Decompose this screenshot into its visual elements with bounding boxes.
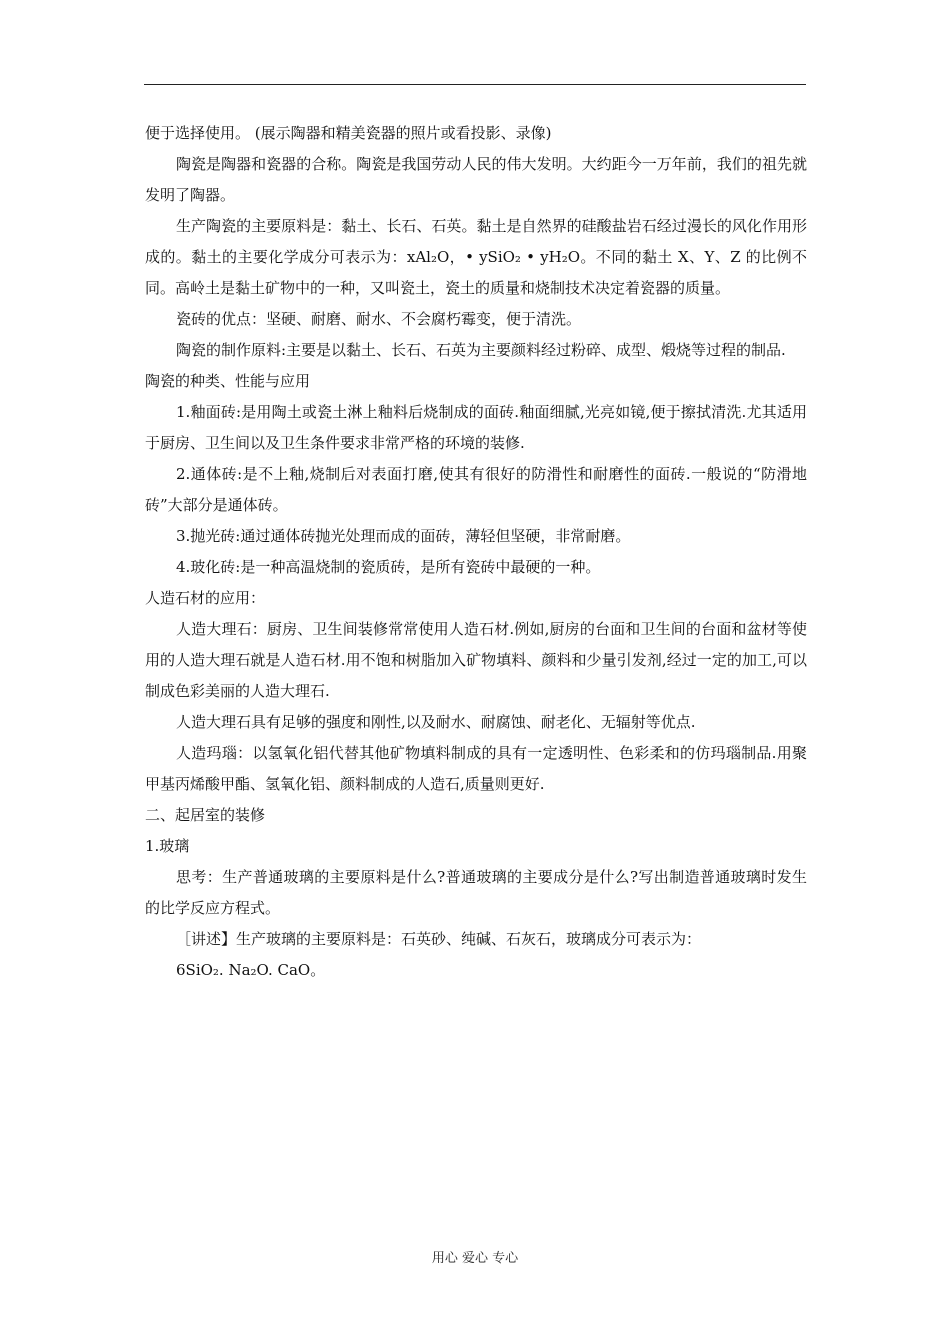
paragraph-production-materials: 陶瓷的制作原料:主要是以黏土、长石、石英为主要颜料经过粉碎、成型、煅烧等过程的制品. <box>176 341 786 359</box>
list-item-polished-tile: 3.抛光砖:通过通体砖抛光处理而成的面砖，薄轻但坚硬，非常耐磨。 <box>176 527 631 545</box>
paragraph-thinking-question: 思考：生产普通玻璃的主要原料是什么?普通玻璃的主要成分是什么?写出制造普通玻璃时发生的比学反应方程式。 <box>145 868 807 917</box>
paragraph-tile-advantages: 瓷砖的优点：坚硬、耐磨、耐水、不会腐朽霉变，便于清洗。 <box>176 310 582 328</box>
paragraph-artificial-agate: 人造玛瑙：以氢氧化铝代替其他矿物填料制成的具有一定透明性、色彩柔和的仿玛瑙制品.用聚甲基丙烯酸甲酯、氢氧化铝、颜料制成的人造石,质量则更好. <box>145 744 807 793</box>
document-body <box>145 118 807 986</box>
page-footer: 用心 爱心 专心 <box>431 1251 519 1266</box>
paragraph-artificial-marble: 人造大理石：厨房、卫生间装修常常使用人造石材.例如,厨房的台面和卫生间的台面和盆材等使用的人造大理石就是人造石材.用不饱和树脂加入矿物填料、颜料和少量引发剂,经过一定的加工,可以制成色彩美丽的人造大理石. <box>145 620 807 700</box>
list-item-glazed-tile: 1.釉面砖:是用陶土或瓷土淋上釉料后烧制成的面砖.釉面细腻,光亮如镜,便于擦拭清洗.尤其适用于厨房、卫生间以及卫生条件要求非常严格的环境的装修. <box>145 403 807 452</box>
heading-living-room: 二、起居室的装修 <box>145 806 266 824</box>
paragraph-continuation: 便于选择使用。 (展示陶器和精美瓷器的照片或看投影、录像) <box>145 124 552 142</box>
heading-artificial-stone: 人造石材的应用： <box>145 589 266 607</box>
paragraph-raw-materials: 生产陶瓷的主要原料是：黏土、长石、石英。黏土是自然界的硅酸盐岩石经过漫长的风化作用形成的。黏土的主要化学成分可表示为：xAl₂O，• ySiO₂ • yH₂O。不同的黏土 X、Y、Z 的比例不同。高岭土是黏土矿物中的一种，又叫瓷土，瓷土的质量和烧制技术决定着瓷器的质量。 <box>145 217 807 297</box>
paragraph-lecture: ［讲述】生产玻璃的主要原料是：石英砂、纯碱、石灰石，玻璃成分可表示为： <box>176 930 702 948</box>
heading-glass: 1.玻璃 <box>145 837 190 855</box>
header-rule <box>144 84 806 85</box>
paragraph-glass-formula: 6SiO₂. Na₂O. CaO。 <box>176 961 326 979</box>
list-item-vitrified-tile: 4.玻化砖:是一种高温烧制的瓷质砖，是所有瓷砖中最硬的一种。 <box>176 558 601 576</box>
paragraph-marble-properties: 人造大理石具有足够的强度和刚性,以及耐水、耐腐蚀、耐老化、无辐射等优点. <box>176 713 696 731</box>
heading-ceramic-types: 陶瓷的种类、性能与应用 <box>145 372 311 390</box>
paragraph-ceramics-definition: 陶瓷是陶器和瓷器的合称。陶瓷是我国劳动人民的伟大发明。大约距今一万年前，我们的祖先就发明了陶器。 <box>145 155 807 204</box>
list-item-through-body-tile: 2.通体砖:是不上釉,烧制后对表面打磨,使其有很好的防滑性和耐磨性的面砖.一般说的“防滑地砖”大部分是通体砖。 <box>145 465 807 514</box>
